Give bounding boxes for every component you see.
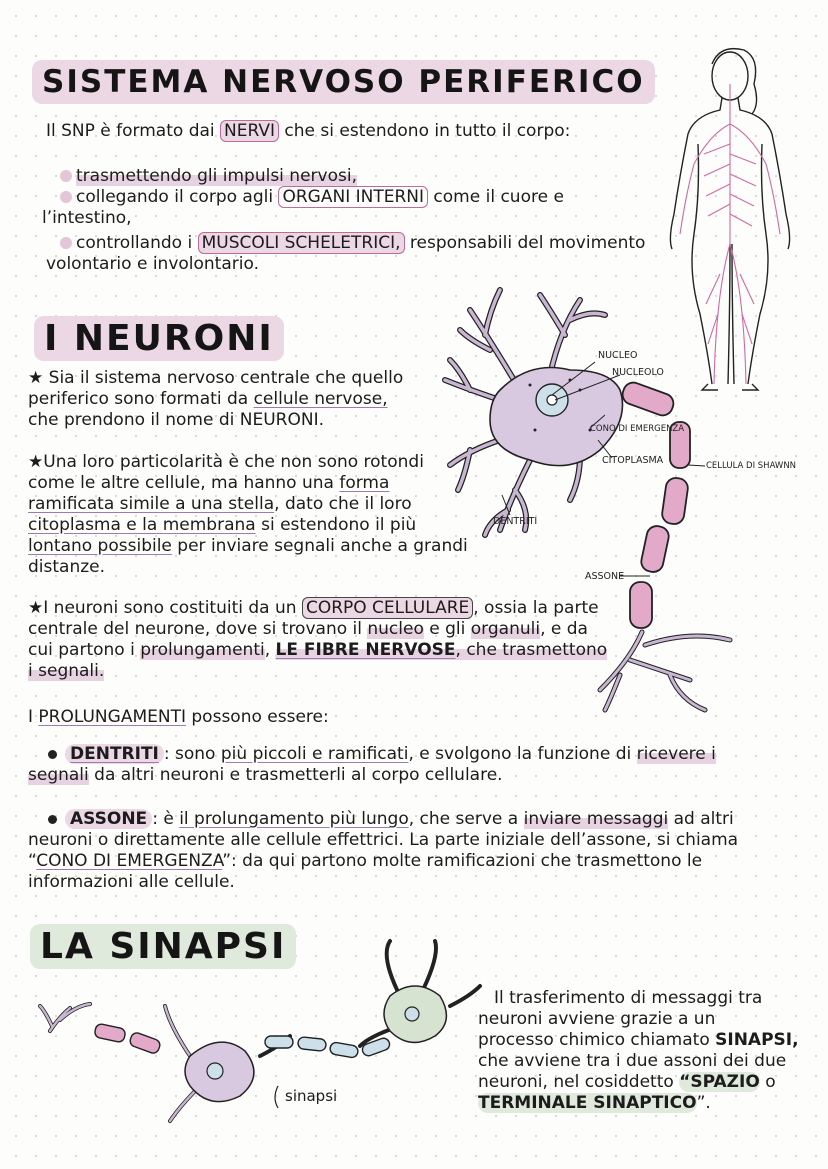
text: , ossia la parte [473, 598, 599, 618]
text: ad altri [673, 809, 734, 829]
text: citoplasma e la membrana [28, 515, 256, 535]
text: neuroni o direttamente alle cellule effettrici. La parte iniziale dell’assone, si chiama [28, 830, 739, 850]
text: , e da [540, 619, 588, 639]
text: neuroni avviene grazie a un [478, 1009, 716, 1029]
text: Il trasferimento di messaggi tra [494, 988, 763, 1008]
section-title-neuroni: I NEURONI [34, 316, 284, 361]
text: ”. [696, 1093, 711, 1113]
term-organi-interni: ORGANI INTERNI [278, 186, 428, 208]
text: segnali [28, 765, 89, 785]
text: si estendono il più [261, 515, 417, 535]
text: forma [339, 473, 390, 493]
text: “ [28, 851, 37, 871]
text: come le altre cellule, ma hanno una [28, 473, 334, 493]
dentriti-item [28, 744, 716, 786]
snp-intro [46, 121, 570, 142]
text: trasmettendo gli impulsi nervosi, [76, 166, 357, 186]
text: I [28, 707, 34, 727]
text: responsabili del movimento [409, 233, 646, 253]
term-assone: ASSONE [65, 809, 152, 829]
text: nucleo [367, 619, 424, 639]
term-fibre-nervose: LE FIBRE NERVOSE [275, 640, 456, 660]
text: , dato che il loro [274, 494, 412, 514]
text: come il cuore e [433, 187, 564, 207]
text: da altri neuroni e trasmetterli al corpo cellulare. [94, 765, 503, 785]
label-schwann: CELLULA DI SHAWNN [706, 461, 797, 471]
bullet-icon [60, 191, 72, 203]
term-dentriti: DENTRITI [65, 744, 164, 764]
text: ricevere i [636, 744, 716, 764]
label-nucleolo: NUCLEOLO [612, 367, 664, 378]
label-dentriti: DENTRITI [493, 516, 538, 527]
text: possono essere: [191, 707, 329, 727]
text: e gli [429, 619, 466, 639]
text: Una loro particolarità è che non sono rotondi [43, 452, 424, 472]
text: , che trasmettono [455, 640, 608, 660]
text: il prolungamento più lungo [179, 809, 409, 829]
neuroni-para-1 [28, 368, 403, 431]
text: che si estendono in tutto il corpo: [284, 121, 571, 141]
text: che prendono il nome di NEURONI. [28, 410, 324, 430]
text: inviare messaggi [523, 809, 669, 829]
neuroni-para-2 [28, 452, 468, 578]
text: , e svolgono la funzione di [408, 744, 632, 764]
text: i segnali. [28, 661, 105, 681]
neuron-diagram [430, 280, 790, 720]
section-title-sinapsi: LA SINAPSI [30, 924, 296, 969]
text: periferico sono formati da [28, 389, 249, 409]
synapse-diagram [40, 936, 470, 1136]
text: controllando i [76, 233, 193, 253]
term-cono: CONO DI EMERGENZA [36, 851, 223, 871]
text: : è [152, 809, 174, 829]
label-assone: ASSONE [585, 571, 625, 582]
text: cui partono i [28, 640, 135, 660]
label-sinapsi: sinapsi [285, 1087, 338, 1105]
text: , [264, 640, 271, 660]
text: distanze. [28, 557, 106, 577]
text: Sia il sistema nervoso centrale che quello [48, 368, 404, 388]
text: lontano possibile [28, 536, 172, 556]
text: ramificata simile a una stella [28, 494, 275, 514]
term-sinapsi: SINAPSI, [715, 1030, 799, 1050]
text: I neuroni sono costituiti da un [43, 598, 297, 618]
star-icon: ★ [28, 368, 44, 388]
term-spazio: “SPAZIO [679, 1072, 760, 1092]
text: l’intestino, [42, 208, 132, 228]
bullet-icon [60, 237, 72, 249]
text: ”: da qui partono molte ramificazioni che trasmettono le [222, 851, 703, 871]
text: neuroni, nel cosiddetto [478, 1072, 674, 1092]
star-icon: ★ [28, 452, 44, 472]
text: : sono [163, 744, 216, 764]
sinapsi-para [478, 988, 799, 1114]
bullet-icon [48, 815, 57, 824]
section-title-snp: SISTEMA NERVOSO PERIFERICO [32, 60, 655, 104]
text: prolungamenti [140, 640, 265, 660]
text: che avviene tra i due assoni dei due [478, 1051, 787, 1071]
label-citoplasma: CITOPLASMA [602, 455, 664, 466]
label-cono: CONO DI EMERGENZA [590, 424, 685, 434]
text: più piccoli e ramificati [220, 744, 409, 764]
snp-bullets [42, 166, 646, 275]
text: PROLUNGAMENTI [38, 707, 186, 727]
text: collegando il corpo agli [76, 187, 274, 207]
text: o [765, 1072, 776, 1092]
star-icon: ★ [28, 598, 44, 618]
text: centrale del neurone, dove si trovano il [28, 619, 362, 639]
assone-item [28, 809, 738, 893]
text: volontario e involontario. [46, 254, 259, 274]
text: processo chimico chiamato [478, 1030, 710, 1050]
text: Il SNP è formato dai [46, 121, 215, 141]
term-terminale-sinaptico: TERMINALE SINAPTICO [478, 1093, 697, 1113]
text: organuli [470, 619, 541, 639]
bullet-icon [60, 170, 72, 182]
text: informazioni alle cellule. [28, 872, 235, 892]
label-nucleo: NUCLEO [598, 350, 638, 361]
text: cellule nervose, [253, 389, 388, 409]
term-corpo-cellulare: CORPO CELLULARE [302, 597, 473, 619]
bullet-icon [48, 750, 57, 759]
text: , che serve a [408, 809, 519, 829]
prolungamenti-intro [28, 707, 329, 728]
term-muscoli: MUSCOLI SCHELETRICI, [198, 232, 405, 254]
text: per inviare segnali anche a grandi [177, 536, 468, 556]
term-nervi: NERVI [220, 120, 279, 142]
